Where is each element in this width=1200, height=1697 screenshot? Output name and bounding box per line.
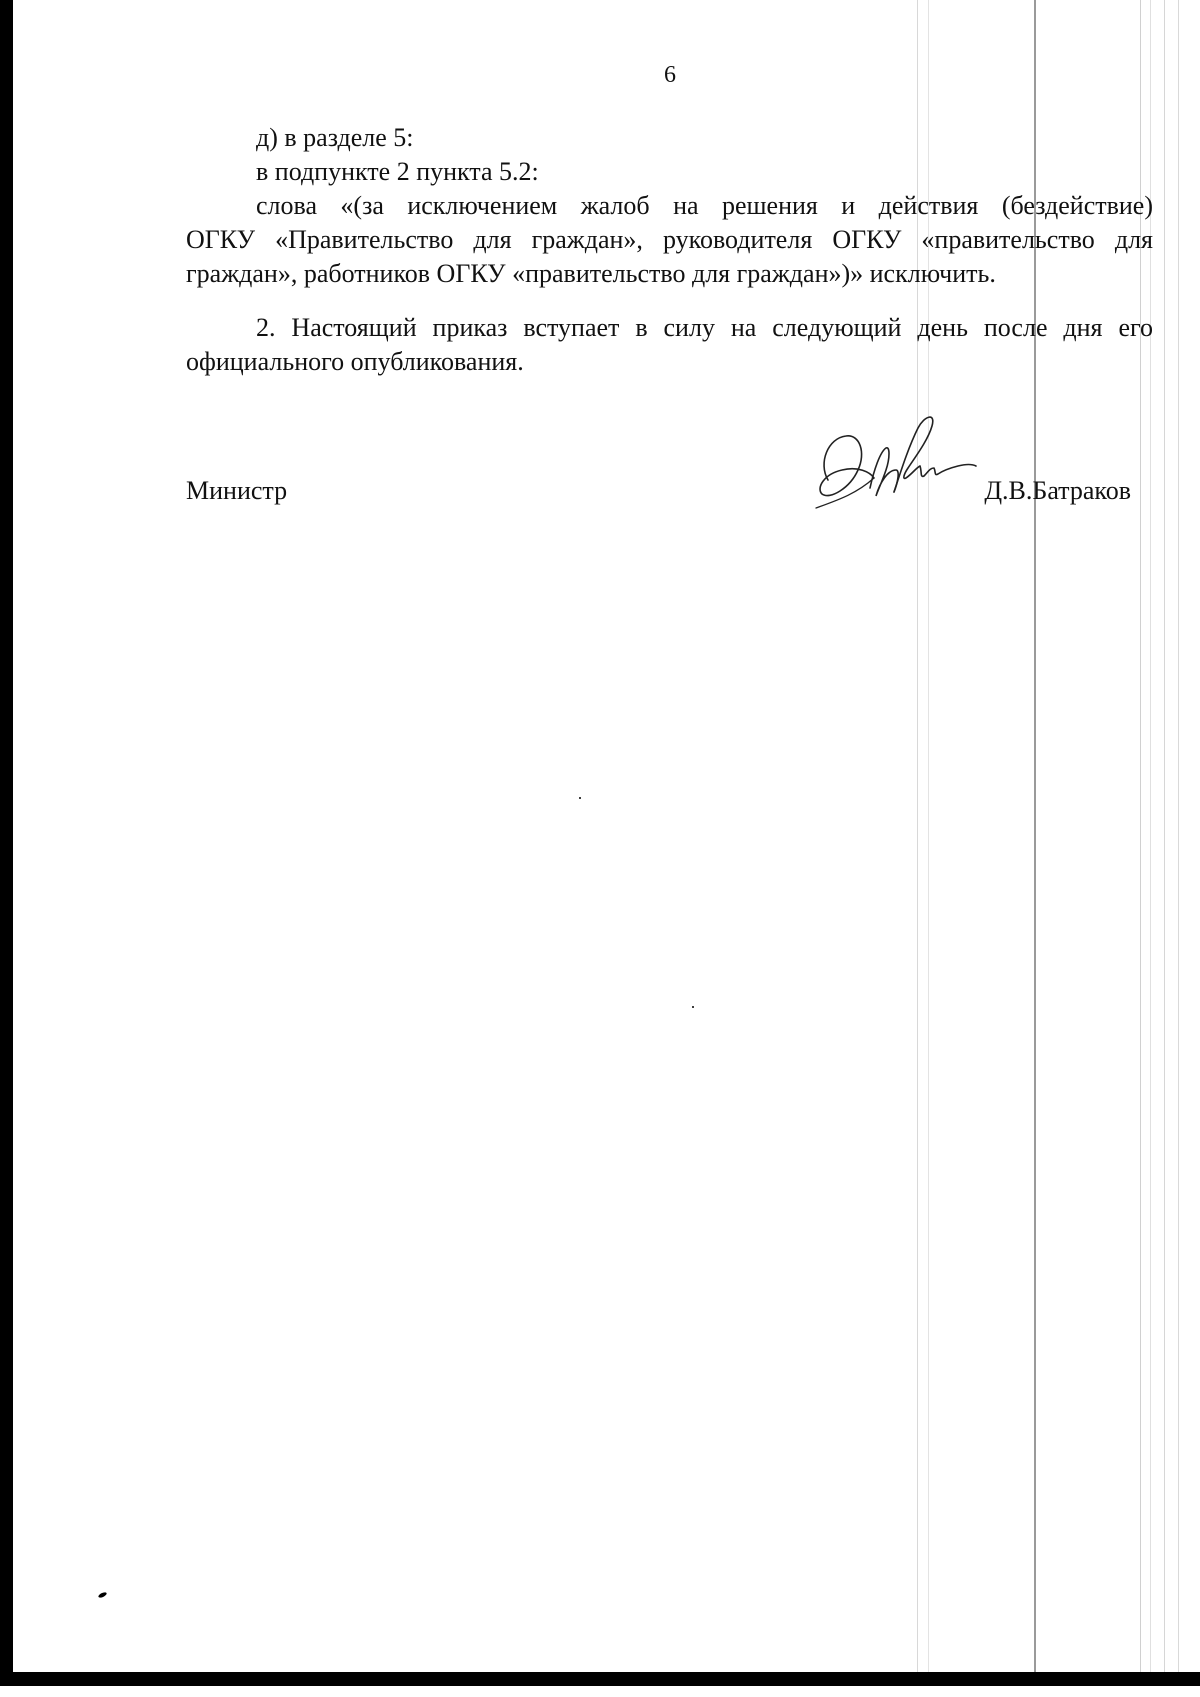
subpoint-heading: в подпункте 2 пункта 5.2:: [256, 157, 539, 186]
signatory-name: Д.В.Батраков: [984, 476, 1131, 505]
signature-row: [186, 474, 1131, 514]
effective-date-paragraph: [186, 311, 1153, 379]
section-heading: д) в разделе 5:: [256, 123, 414, 152]
effective-date-line-2: официального опубликования.: [186, 347, 524, 376]
effective-date-line-1: 2. Настоящий приказ вступает в силу на следующий день после дня его: [256, 313, 1153, 342]
scan-speck: [98, 1591, 108, 1598]
effective-date-block: [186, 311, 1153, 379]
amendment-line-2: ОГКУ «Правительство для граждан», руководителя ОГКУ «правительство для: [186, 225, 1153, 254]
scan-border-bottom: [0, 1672, 1200, 1686]
scan-border-left: [0, 0, 13, 1686]
signatory-title: Министр: [186, 476, 288, 505]
scan-speck: [692, 1006, 694, 1008]
page-number: 6: [664, 62, 676, 88]
scan-speck: [579, 797, 581, 799]
scan-artifact-line: [1164, 0, 1165, 1672]
amendment-line-3: граждан», работников ОГКУ «правительство для граждан»)» исключить.: [186, 259, 996, 288]
handwritten-signature: [808, 408, 978, 526]
amendment-block: [186, 121, 1153, 291]
amendment-paragraph: [186, 189, 1153, 291]
amendment-line-1: слова «(за исключением жалоб на решения и действия (бездействие): [256, 191, 1153, 220]
scan-artifact-line: [1178, 0, 1179, 1672]
